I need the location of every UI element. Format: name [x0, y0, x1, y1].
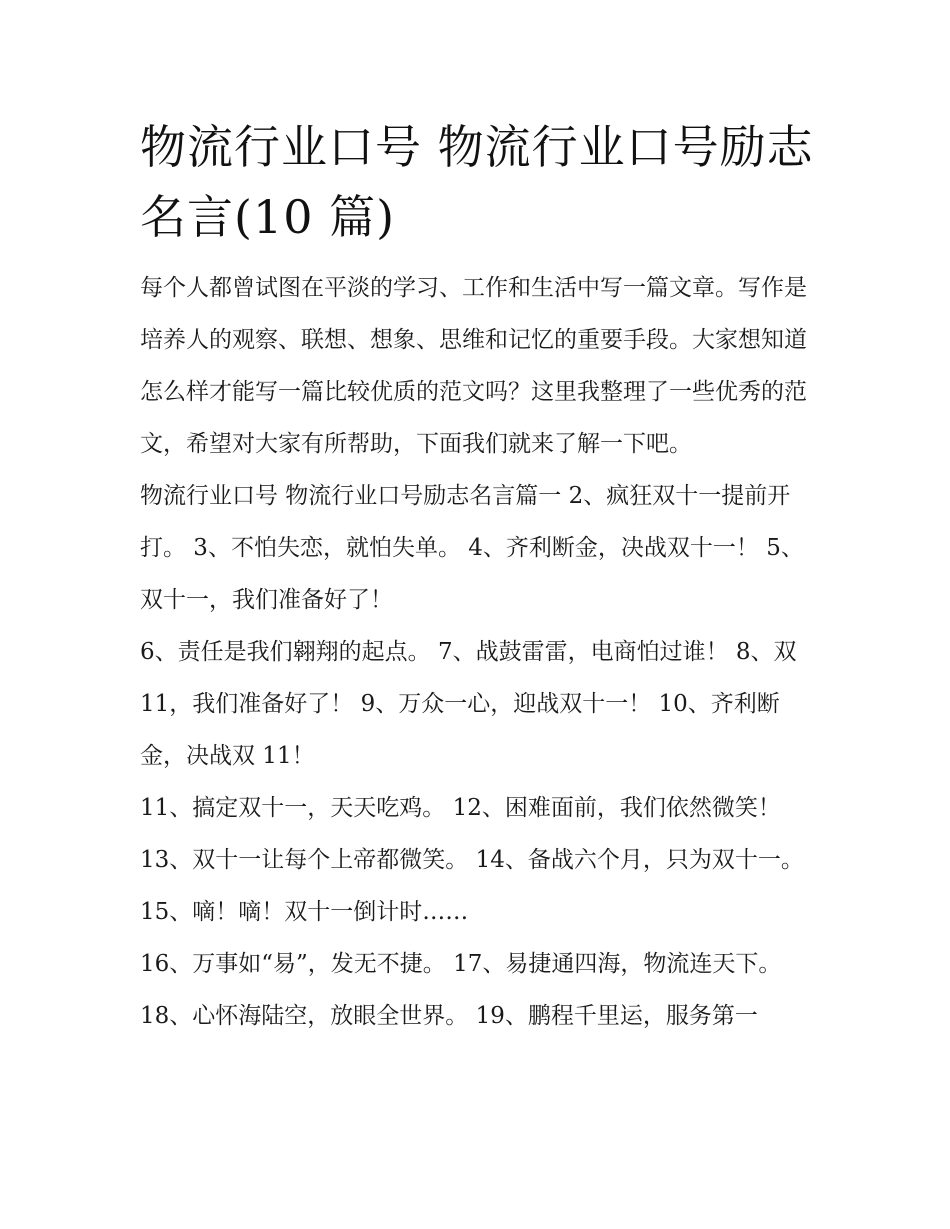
slogan-paragraph-3: 11、搞定双十一，天天吃鸡。 12、困难面前，我们依然微笑！ 13、双十一让每个上帝都微笑。 14、备战六个月，只为双十一。 15、嘀！嘀！双十一倒计时…… [140, 795, 804, 925]
slogan-paragraph-2: 6、责任是我们翱翔的起点。 7、战鼓雷雷，电商怕过谁！ 8、双 11，我们准备好了！ 9、万众一心，迎战双十一！ 10、齐利断金，决战双 11！ [140, 639, 797, 769]
slogan-paragraph-1: 物流行业口号 物流行业口号励志名言篇一 2、疯狂双十一提前开打。 3、不怕失恋，就怕失单。 4、齐利断金，决战双十一！ 5、双十一，我们准备好了！ [140, 483, 804, 613]
document-title: 物流行业口号 物流行业口号励志名言(10 篇) [140, 120, 814, 244]
slogan-paragraph-4: 16、万事如“易”，发无不捷。 17、易捷通四海，物流连天下。 18、心怀海陆空，放眼全世界。 19、鹏程千里运，服务第一 [140, 951, 782, 1029]
intro-paragraph: 每个人都曾试图在平淡的学习、工作和生活中写一篇文章。写作是培养人的观察、联想、想象、思维和记忆的重要手段。大家想知道怎么样才能写一篇比较优质的范文吗？这里我整理了一些优秀的范文，希望对大家有所帮助，下面我们就来了解一下吧。 [140, 275, 807, 457]
document-body [140, 112, 815, 1042]
